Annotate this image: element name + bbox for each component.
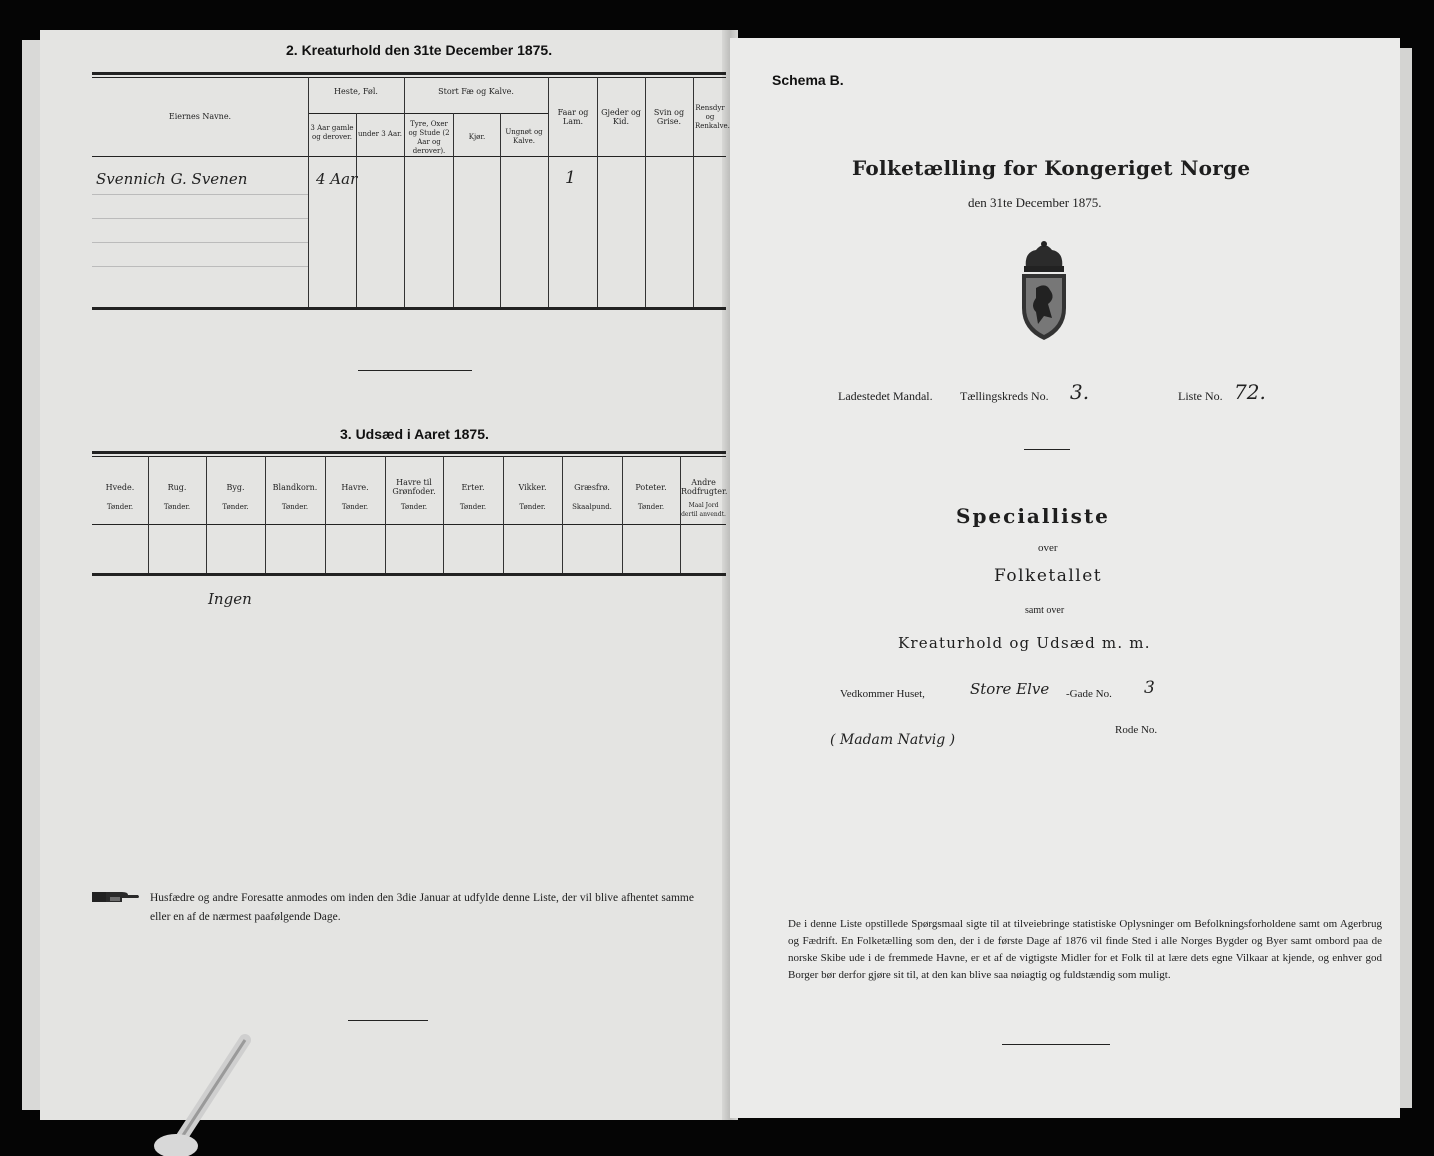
seed-note-ingen: Ingen <box>208 590 252 608</box>
seed-col-hvede: Hvede. <box>105 483 135 492</box>
house-label: Vedkommer Huset, <box>840 688 925 700</box>
header-pigs: Svin og Grise. <box>653 108 685 126</box>
section3-title: 3. Udsæd i Aaret 1875. <box>340 426 489 442</box>
header-owner-names: Eiernes Navne. <box>168 112 232 121</box>
header-goats: Gjeder og Kid. <box>601 108 641 126</box>
row1-horses-count: 4 Aar <box>316 170 358 188</box>
header-horses-under3: under 3 Aar. <box>358 130 402 138</box>
table3-top-border <box>92 451 726 454</box>
census-title: Folketælling for Kongeriget Norge <box>852 156 1251 180</box>
specialliste-heading: Specialliste <box>956 504 1110 528</box>
page-edge-right <box>1400 48 1412 1108</box>
header-cattle: Stort Fæ og Kalve. <box>438 87 514 96</box>
seed-col-byg: Byg. <box>226 483 245 492</box>
kreaturhold-heading: Kreaturhold og Udsæd m. m. <box>898 634 1151 652</box>
row1-owner-name: Svennich G. Svenen <box>96 170 248 188</box>
resident-note: ( Madam Natvig ) <box>830 732 956 748</box>
schema-label: Schema B. <box>772 72 844 88</box>
table3-header-bottom <box>92 524 726 525</box>
page-edge-left <box>22 40 40 1110</box>
gade-number: 3 <box>1144 678 1155 698</box>
seed-col-andre-rodfrugter: Andre Rodfrugter. <box>681 478 728 496</box>
notice-text: Husfædre og andre Foresatte anmodes om inden den 3die Januar at udfylde denne Liste, der vil blive afhentet samme eller en af de nærmest paafølgende Dage. <box>150 892 694 923</box>
seed-col-vikker: Vikker. <box>518 483 547 492</box>
district-number: 3. <box>1070 380 1090 404</box>
house-street-value: Store Elve <box>970 680 1050 698</box>
row1-sheep-count: 1 <box>565 168 576 188</box>
table2-top-border <box>92 72 726 75</box>
section2-title: 2. Kreaturhold den 31te December 1875. <box>286 42 553 58</box>
census-date: den 31te December 1875. <box>968 195 1102 210</box>
list-label: Liste No. <box>1178 389 1223 403</box>
seed-col-rug: Rug. <box>167 483 187 492</box>
district-label: Tællingskreds No. <box>960 389 1049 403</box>
pointing-hand-icon <box>92 888 140 906</box>
seed-col-blandkorn: Blandkorn. <box>272 483 318 492</box>
intro-paragraph: De i denne Liste opstillede Spørgsmaal sigte til at tilveiebringe statistiske Oplysninger om Befolkningsforholdene samt om Agerbrug og Fædrift. En Folketælling som den, der i de første Dage af 1876 vil finde Sted i alle Norges Bygder og Byer samt ombord paa de norske Skibe ude i de fremmede Havne, er et af de vigtigste Midler for et Folk til at lære dets egne Vilkaar at kjende, og enhver god Borger bør derfor gjøre sit til, at den kan blive saa nøiagtig og fuldstændig som muligt. <box>788 918 1382 981</box>
header-cattle-cows: Kjør. <box>468 133 486 141</box>
list-number: 72. <box>1234 380 1266 404</box>
header-horses-over3: 3 Aar gamle og derover. <box>310 124 354 141</box>
header-cattle-bulls: Tyre, Oxer og Stude (2 Aar og derover). <box>408 120 450 155</box>
seed-col-havre: Havre. <box>341 483 369 492</box>
gade-label: -Gade No. <box>1066 688 1112 700</box>
pen-object <box>150 1030 260 1152</box>
rode-label: Rode No. <box>1115 724 1158 736</box>
table2-bottom-border <box>92 307 726 310</box>
header-horses: Heste, Føl. <box>334 87 378 96</box>
seed-col-havre-gronfoder: Havre til Grønfoder. <box>392 478 436 496</box>
seed-col-graesfro: Græsfrø. <box>574 483 610 492</box>
section-divider <box>358 370 472 371</box>
seed-col-poteter: Poteter. <box>635 483 667 492</box>
folketallet-heading: Folketallet <box>994 566 1103 586</box>
header-reindeer: Rensdyr og Renkalve. <box>695 104 730 130</box>
norway-coat-of-arms-icon <box>1016 238 1072 348</box>
place-label: Ladestedet Mandal. <box>838 389 933 403</box>
header-sheep: Faar og Lam. <box>557 108 589 126</box>
table2-header-bottom <box>92 156 726 157</box>
header-cattle-young: Ungnøt og Kalve. <box>505 128 543 145</box>
seed-col-erter: Erter. <box>461 483 485 492</box>
table3-bottom-border <box>92 573 726 576</box>
